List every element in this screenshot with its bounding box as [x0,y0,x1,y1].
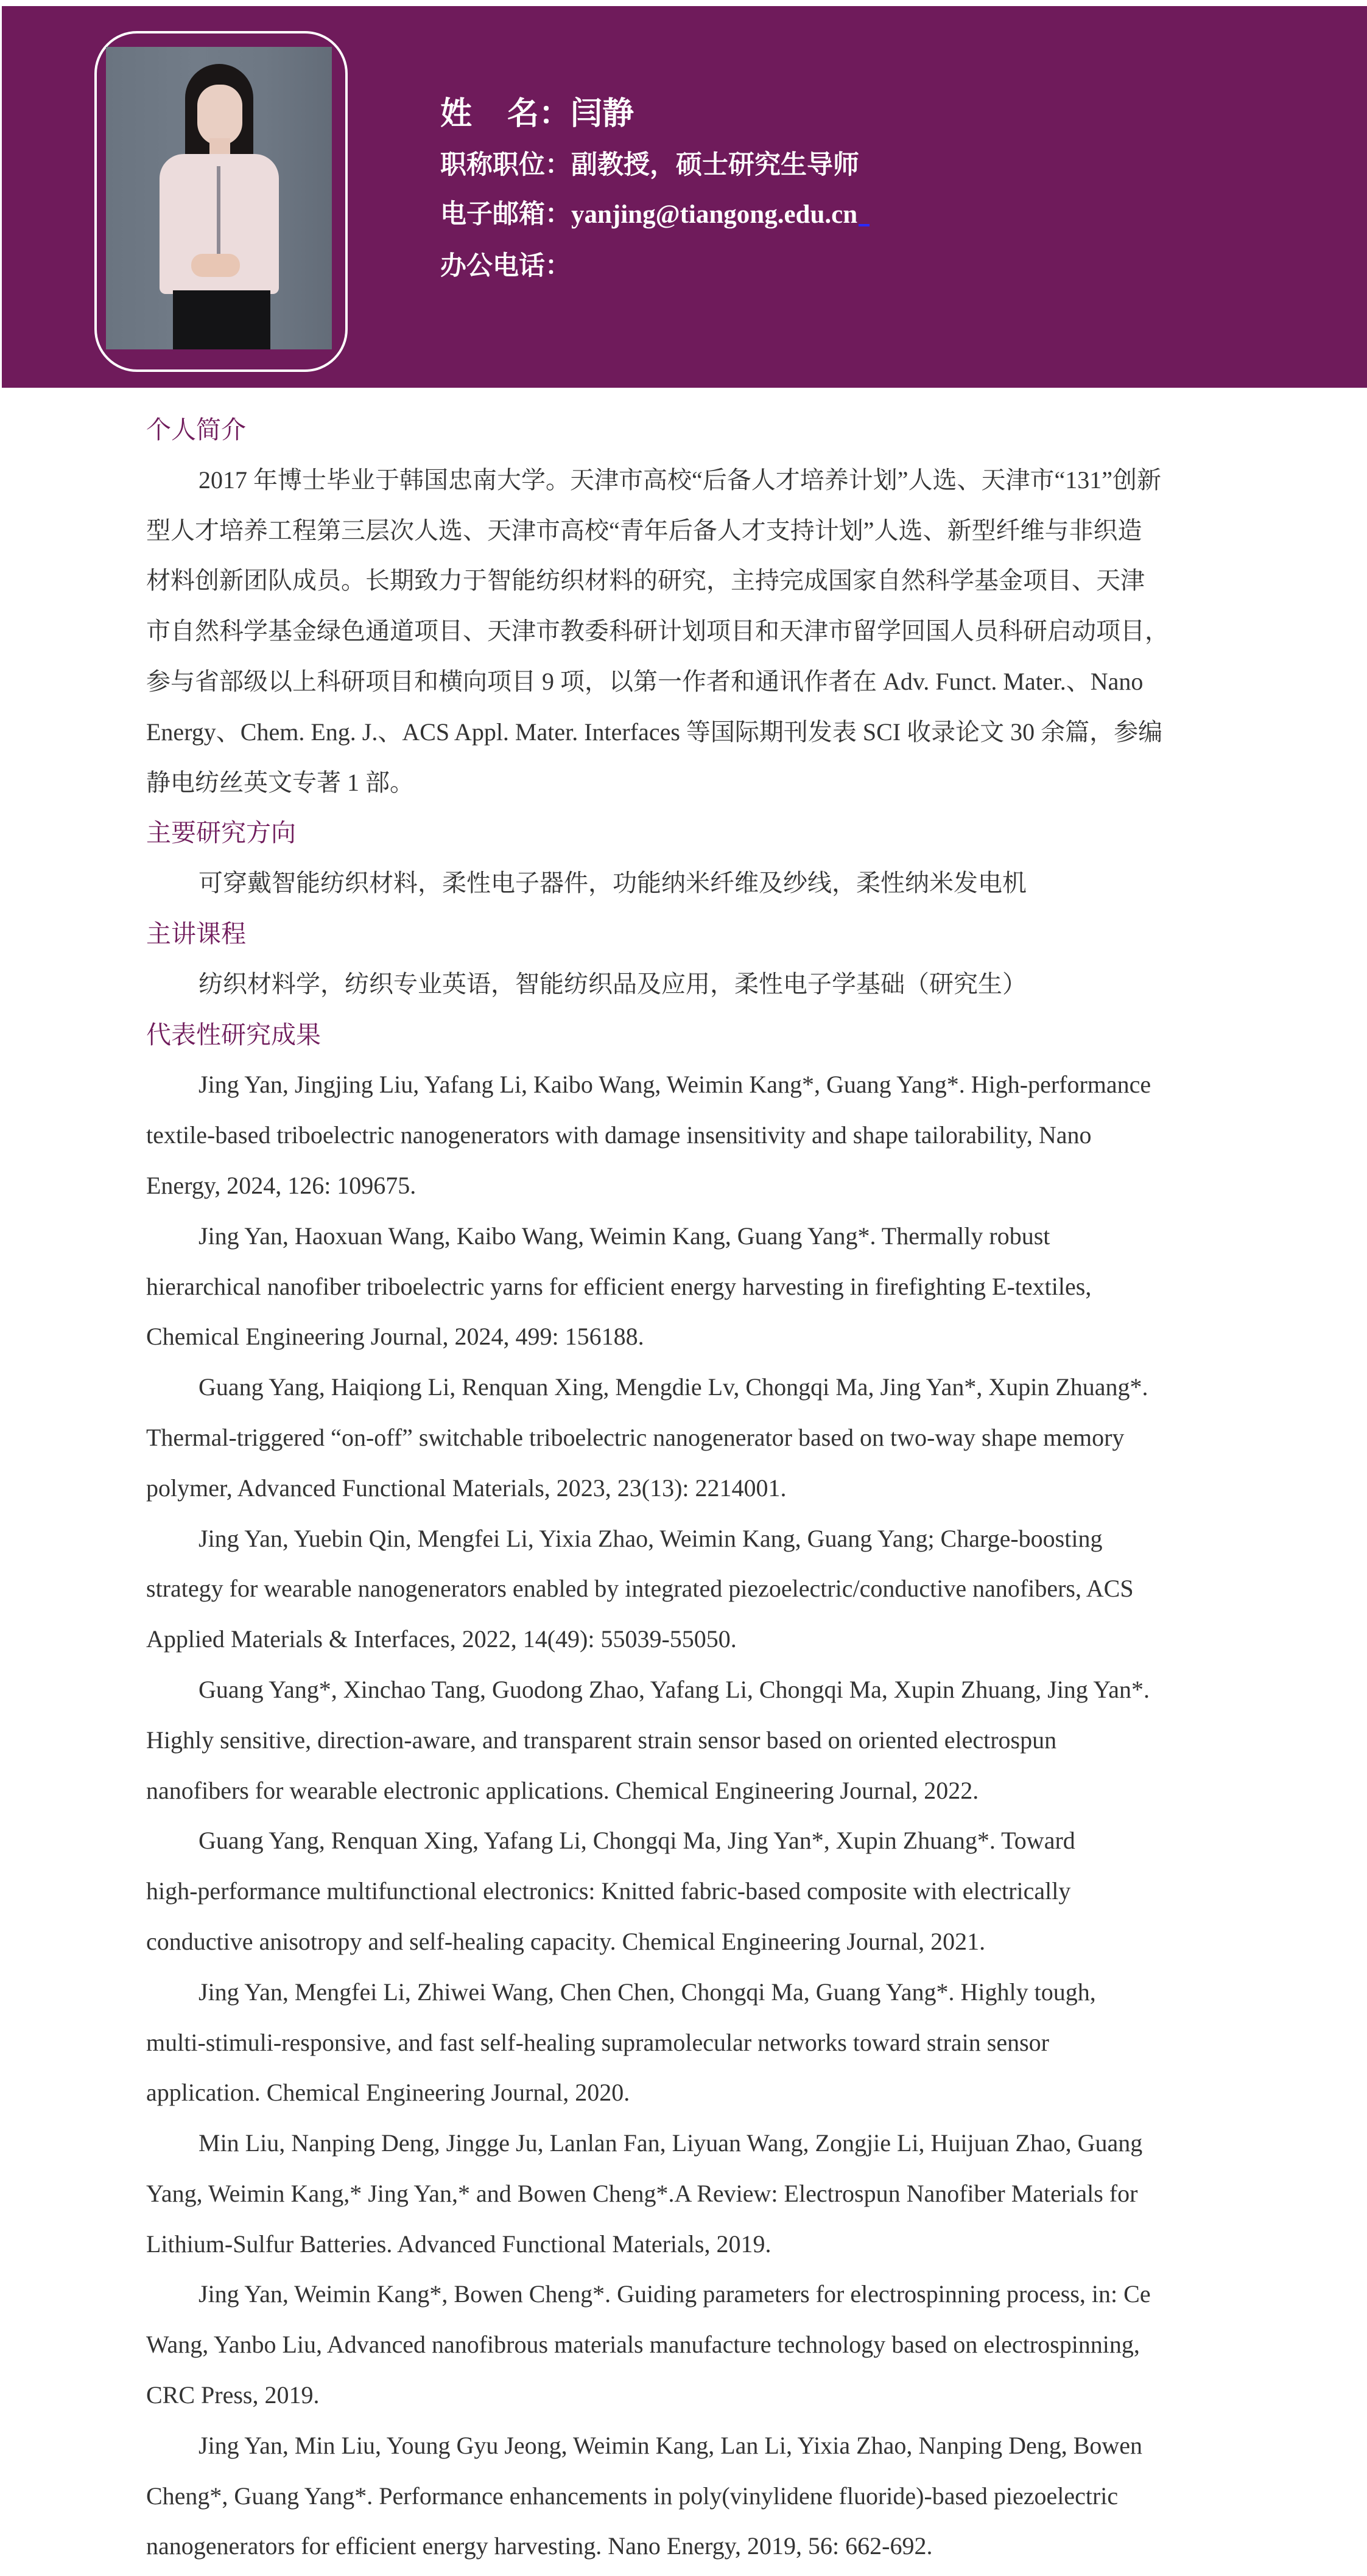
publication-line: Highly sensitive, direction-aware, and transparent strain sensor based on oriented electrospun [146,1726,1057,1754]
publication-list [146,1060,1224,2572]
photo-hands [191,254,240,277]
publication-entry [146,1665,1224,1816]
title-row [440,149,859,183]
name-label-2: 名： [507,97,571,131]
name-value: 闫静 [571,97,634,131]
intro-line: 市自然科学基金绿色通道项目、天津市教委科研计划项目和天津市留学回国人员科研启动项目， [146,617,1169,645]
publication-entry [146,1967,1224,2118]
publication-line: polymer, Advanced Functional Materials, 2023, 23(13): 2214001. [146,1474,787,1502]
publication-line: multi-stimuli-responsive, and fast self-healing supramolecular networks toward strain sensor [146,2028,1049,2056]
publication-line: Jing Yan, Jingjing Liu, Yafang Li, Kaibo Wang, Weimin Kang*, Guang Yang*. High-performance [199,1071,1151,1099]
publication-line: Guang Yang, Haiqiong Li, Renquan Xing, Mengdie Lv, Chongqi Ma, Jing Yan*, Xupin Zhuang*. [199,1373,1148,1401]
publication-line: Jing Yan, Min Liu, Young Gyu Jeong, Weimin Kang, Lan Li, Yixia Zhao, Nanping Deng, Bowen [199,2431,1143,2459]
intro-line: 2017 年博士毕业于韩国忠南大学。天津市高校“后备人才培养计划”人选、天津市“131”创新 [199,466,1162,494]
publication-line: Jing Yan, Weimin Kang*, Bowen Cheng*. Guiding parameters for electrospinning process, in: Ce [199,2280,1151,2308]
publication-line: textile-based triboelectric nanogenerators with damage insensitivity and shape tailorability, Nano [146,1121,1092,1149]
publication-line: nanofibers for wearable electronic applications. Chemical Engineering Journal, 2022. [146,1776,979,1804]
publication-entry [146,2118,1224,2269]
publication-line: Yang, Weimin Kang,* Jing Yan,* and Bowen Cheng*.A Review: Electrospun Nanofiber Materials for [146,2179,1138,2207]
section-heading-courses: 主讲课程 [146,919,246,948]
publication-entry [146,1060,1224,1211]
publication-entry [146,1211,1224,1362]
publication-line: Min Liu, Nanping Deng, Jingge Ju, Lanlan Fan, Liyuan Wang, Zongjie Li, Huijuan Zhao, Guang [199,2129,1143,2157]
intro-line: 参与省部级以上科研项目和横向项目 9 项，以第一作者和通讯作者在 Adv. Funct. Mater.、Nano [146,667,1144,695]
publication-line: application. Chemical Engineering Journal, 2020. [146,2079,630,2107]
publication-line: conductive anisotropy and self-healing capacity. Chemical Engineering Journal, 2021. [146,1927,986,1955]
publication-line: Jing Yan, Yuebin Qin, Mengfei Li, Yixia Zhao, Weimin Kang, Guang Yang; Charge-boosting [199,1524,1103,1552]
publication-entry [146,1514,1224,1665]
photo-pants [173,290,270,349]
phone-row [440,250,571,284]
publication-entry [146,1362,1224,1513]
intro-line: 型人才培养工程第三层次人选、天津市高校“青年后备人才支持计划”人选、新型纤维与非织造 [146,516,1142,544]
intro-line: Energy、Chem. Eng. J.、ACS Appl. Mater. Interfaces 等国际期刊发表 SCI 收录论文 30 余篇，参编 [146,718,1163,746]
title-value: 副教授，硕士研究生导师 [571,151,859,180]
publication-line: Jing Yan, Haoxuan Wang, Kaibo Wang, Weimin Kang, Guang Yang*. Thermally robust [199,1222,1050,1250]
publication-entry [146,2421,1224,2572]
publication-line: Chemical Engineering Journal, 2024, 499: 156188. [146,1323,644,1351]
publication-line: Applied Materials & Interfaces, 2022, 14(49): 55039-55050. [146,1625,737,1653]
section-heading-research: 主要研究方向 [146,818,296,848]
publication-line: Wang, Yanbo Liu, Advanced nanofibrous materials manufacture technology based on electrospinning, [146,2331,1140,2359]
name-row [440,95,634,134]
intro-paragraph [146,455,1224,808]
intro-line: 静电纺丝英文专著 1 部。 [146,768,414,796]
publication-line: Energy, 2024, 126: 109675. [146,1171,416,1199]
publication-line: CRC Press, 2019. [146,2381,320,2409]
email-link-underline[interactable] [859,224,870,226]
publication-line: Guang Yang, Renquan Xing, Yafang Li, Chongqi Ma, Jing Yan*, Xupin Zhuang*. Toward [199,1827,1075,1855]
publication-line: hierarchical nanofiber triboelectric yarns for efficient energy harvesting in firefighting E-textiles, [146,1272,1092,1300]
publication-line: high-performance multifunctional electronics: Knitted fabric-based composite with electrically [146,1877,1071,1905]
email-link[interactable]: yanjing@tiangong.edu.cn [571,200,858,229]
publication-line: strategy for wearable nanogenerators enabled by integrated piezoelectric/conductive nanofibers, ACS [146,1575,1134,1603]
research-directions: 可穿戴智能纺织材料，柔性电子器件，功能纳米纤维及纱线，柔性纳米发电机 [199,869,1027,897]
section-heading-intro: 个人简介 [146,415,246,444]
name-label-1: 姓 [440,97,473,131]
courses-list: 纺织材料学，纺织专业英语，智能纺织品及应用，柔性电子学基础（研究生） [199,970,1027,998]
publication-line: Lithium-Sulfur Batteries. Advanced Functional Materials, 2019. [146,2230,771,2258]
email-label: 电子邮箱： [440,200,571,229]
publication-line: Thermal-triggered “on-off” switchable triboelectric nanogenerator based on two-way shape memory [146,1423,1125,1451]
profile-content [146,405,1224,2572]
publication-entry [146,1816,1224,1967]
profile-photo [106,47,332,349]
phone-label: 办公电话： [440,252,571,281]
section-heading-publications: 代表性研究成果 [146,1020,321,1049]
publication-line: Guang Yang*, Xinchao Tang, Guodong Zhao, Yafang Li, Chongqi Ma, Xupin Zhuang, Jing Yan*. [199,1675,1150,1703]
publication-line: nanogenerators for efficient energy harvesting. Nano Energy, 2019, 56: 662-692. [146,2532,933,2560]
photo-face [197,85,242,145]
publication-line: Cheng*, Guang Yang*. Performance enhancements in poly(vinylidene fluoride)-based piezoelectric [146,2482,1119,2510]
publication-entry [146,2269,1224,2420]
intro-line: 材料创新团队成员。长期致力于智能纺织材料的研究，主持完成国家自然科学基金项目、天津 [146,567,1145,595]
publication-line: Jing Yan, Mengfei Li, Zhiwei Wang, Chen Chen, Chongqi Ma, Guang Yang*. Highly tough, [199,1978,1096,2006]
title-label: 职称职位： [440,151,571,180]
email-row [440,198,870,232]
